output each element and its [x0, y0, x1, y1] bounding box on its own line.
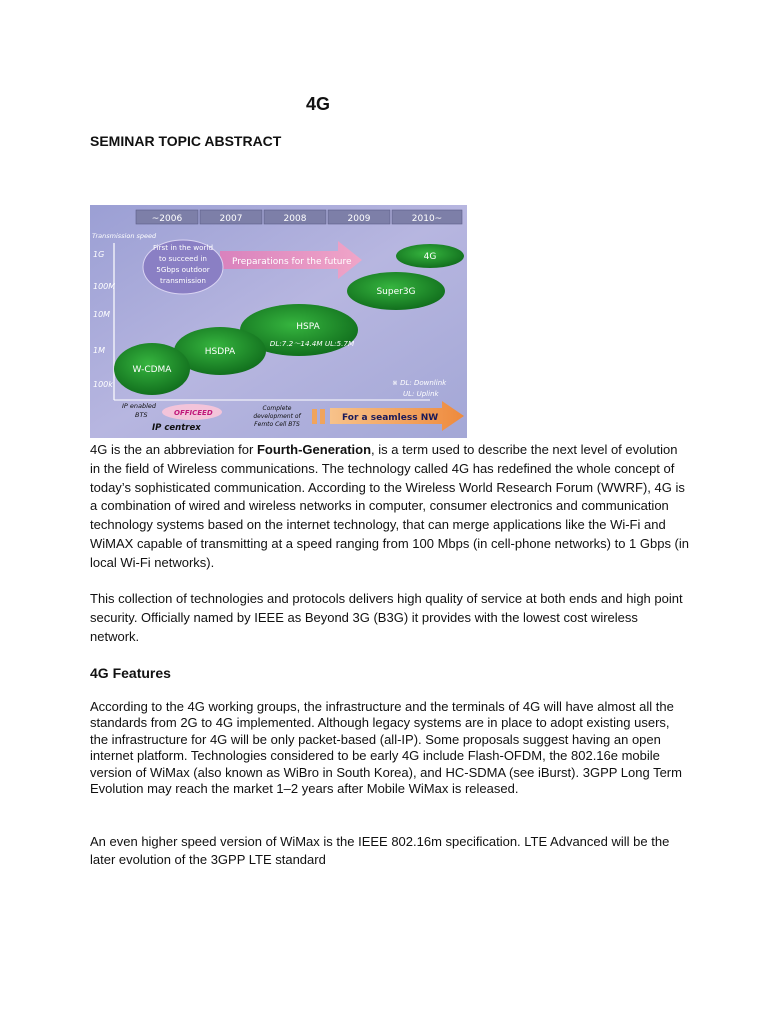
callout-line: First in the world — [152, 243, 214, 252]
features-heading: 4G Features — [90, 665, 171, 681]
4g-evolution-diagram — [90, 205, 467, 438]
legend-uplink: UL: Uplink — [403, 390, 439, 398]
ip-centrex-label: IP centrex — [152, 423, 201, 433]
bubble-super3g-label: Super3G — [376, 287, 416, 297]
bubble-4g-label: 4G — [423, 252, 437, 262]
seamless-arrow-label: For a seamless NW — [342, 413, 439, 423]
y-axis-title: Transmission speed — [92, 232, 157, 240]
paragraph-intro-bold: Fourth-Generation — [256, 442, 372, 457]
year-header — [136, 210, 462, 224]
paragraph-intro-after: , is a term used to describe the next level of evolution in the field of Wireless communications. The technology called 4G has redefined the whole concept of today’s sophisticated communication. According to the Wireless World Research Forum (WWRF), 4G is a combination of wired and wireless networks in computer, consumer electronics and communication technology systems based on the internet technology, that can merge applications like the Wi-Fi and WiMAX capable of transmitting at a speed ranging from 100 Mbps (in cell-phone networks) to 1 Gbps (in local Wi-Fi networks). — [90, 442, 690, 570]
year-label: 2010~ — [411, 214, 443, 224]
future-arrow-label: Preparations for the future — [232, 257, 352, 267]
page-title: 4G — [306, 94, 331, 114]
callout-line: 5Gbps outdoor — [156, 265, 210, 274]
year-label: 2008 — [283, 214, 307, 224]
paragraph-intro-before: 4G is the an abbreviation for — [90, 442, 257, 457]
callout-line: transmission — [160, 276, 206, 285]
page-subtitle: SEMINAR TOPIC ABSTRACT — [90, 133, 282, 149]
bubble-hspa-label: HSPA — [296, 322, 320, 332]
ip-enabled-label: IP enabled — [122, 402, 157, 410]
bubble-wcdma-label: W-CDMA — [132, 365, 172, 375]
4g-evolution-figure — [90, 205, 467, 438]
bubble-hspa-detail: DL:7.2～14.4M UL:5.7M — [269, 339, 355, 348]
complete-label: Complete — [262, 405, 292, 412]
year-label: 2007 — [219, 214, 243, 224]
legend-downlink: ※ DL: Downlink — [392, 379, 447, 387]
orange-bar — [312, 409, 317, 424]
y-tick-label: 100k — [93, 380, 113, 389]
year-label: 2009 — [347, 214, 371, 224]
callout-line: to succeed in — [159, 254, 207, 263]
year-label: ~2006 — [151, 214, 183, 224]
paragraph-intro — [90, 441, 690, 573]
orange-bar — [320, 409, 325, 424]
paragraph-features: According to the 4G working groups, the infrastructure and the terminals of 4G will have almost all the standards from 2G to 4G implemented. Although legacy systems are in place to adopt existing users, the infrastructure for 4G will be only packet-based (all-IP). Some proposals suggest having an open internet platform. Technologies considered to be early 4G include Flash-OFDM, the 802.16e mobile version of WiMax (also known as WiBro in South Korea), and HC-SDMA (see iBurst). 3GPP Long Term Evolution may reach the market 1–2 years after Mobile WiMax is released. — [90, 699, 682, 797]
ip-enabled-label: BTS — [135, 411, 148, 419]
y-tick-label: 100M — [93, 282, 116, 291]
complete-label: Femto Cell BTS — [254, 421, 300, 428]
officeed-label: OFFICEED — [174, 409, 213, 417]
bubble-hsdpa-label: HSDPA — [204, 347, 236, 357]
complete-label: development of — [253, 413, 301, 420]
paragraph-collection: This collection of technologies and protocols delivers high quality of service at both ends and high point security. Officially named by IEEE as Beyond 3G (B3G) it provides with the lowest cost wireless network. — [90, 591, 683, 644]
y-tick-label: 1M — [93, 346, 105, 355]
y-tick-label: 10M — [93, 310, 111, 319]
y-tick-label: 1G — [93, 250, 105, 259]
paragraph-wimax: An even higher speed version of WiMax is the IEEE 802.16m specification. LTE Advanced will be the later evolution of the 3GPP LTE standard — [90, 834, 670, 867]
